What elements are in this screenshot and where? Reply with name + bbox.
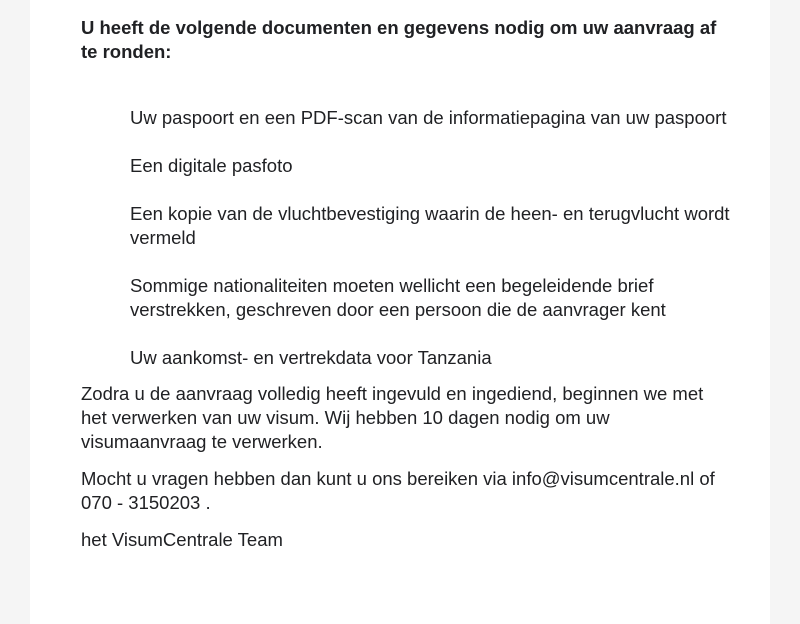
signature: het VisumCentrale Team <box>81 529 283 550</box>
list-item: Uw aankomst- en vertrekdata voor Tanzania <box>130 347 492 368</box>
processing-paragraph: Zodra u de aanvraag volledig heeft ingevuld en ingediend, beginnen we met het verwerken van uw visum. Wij hebben 10 dagen nodig om uw visumaanvraag te verwerken. <box>81 383 704 452</box>
intro-heading: U heeft de volgende documenten en gegevens nodig om uw aanvraag af te ronden: <box>81 17 717 62</box>
list-item: Uw paspoort en een PDF-scan van de informatiepagina van uw paspoort <box>130 107 727 128</box>
email-content <box>81 16 730 565</box>
email-body <box>30 0 770 624</box>
required-documents-list <box>81 106 730 370</box>
list-item: Een kopie van de vluchtbevestiging waarin de heen- en terugvlucht wordt vermeld <box>130 203 730 248</box>
contact-paragraph: Mocht u vragen hebben dan kunt u ons bereiken via info@visumcentrale.nl of 070 - 3150203 . <box>81 468 715 513</box>
list-item: Een digitale pasfoto <box>130 155 293 176</box>
list-item: Sommige nationaliteiten moeten wellicht een begeleidende brief verstrekken, geschreven door een persoon die de aanvrager kent <box>130 275 666 320</box>
